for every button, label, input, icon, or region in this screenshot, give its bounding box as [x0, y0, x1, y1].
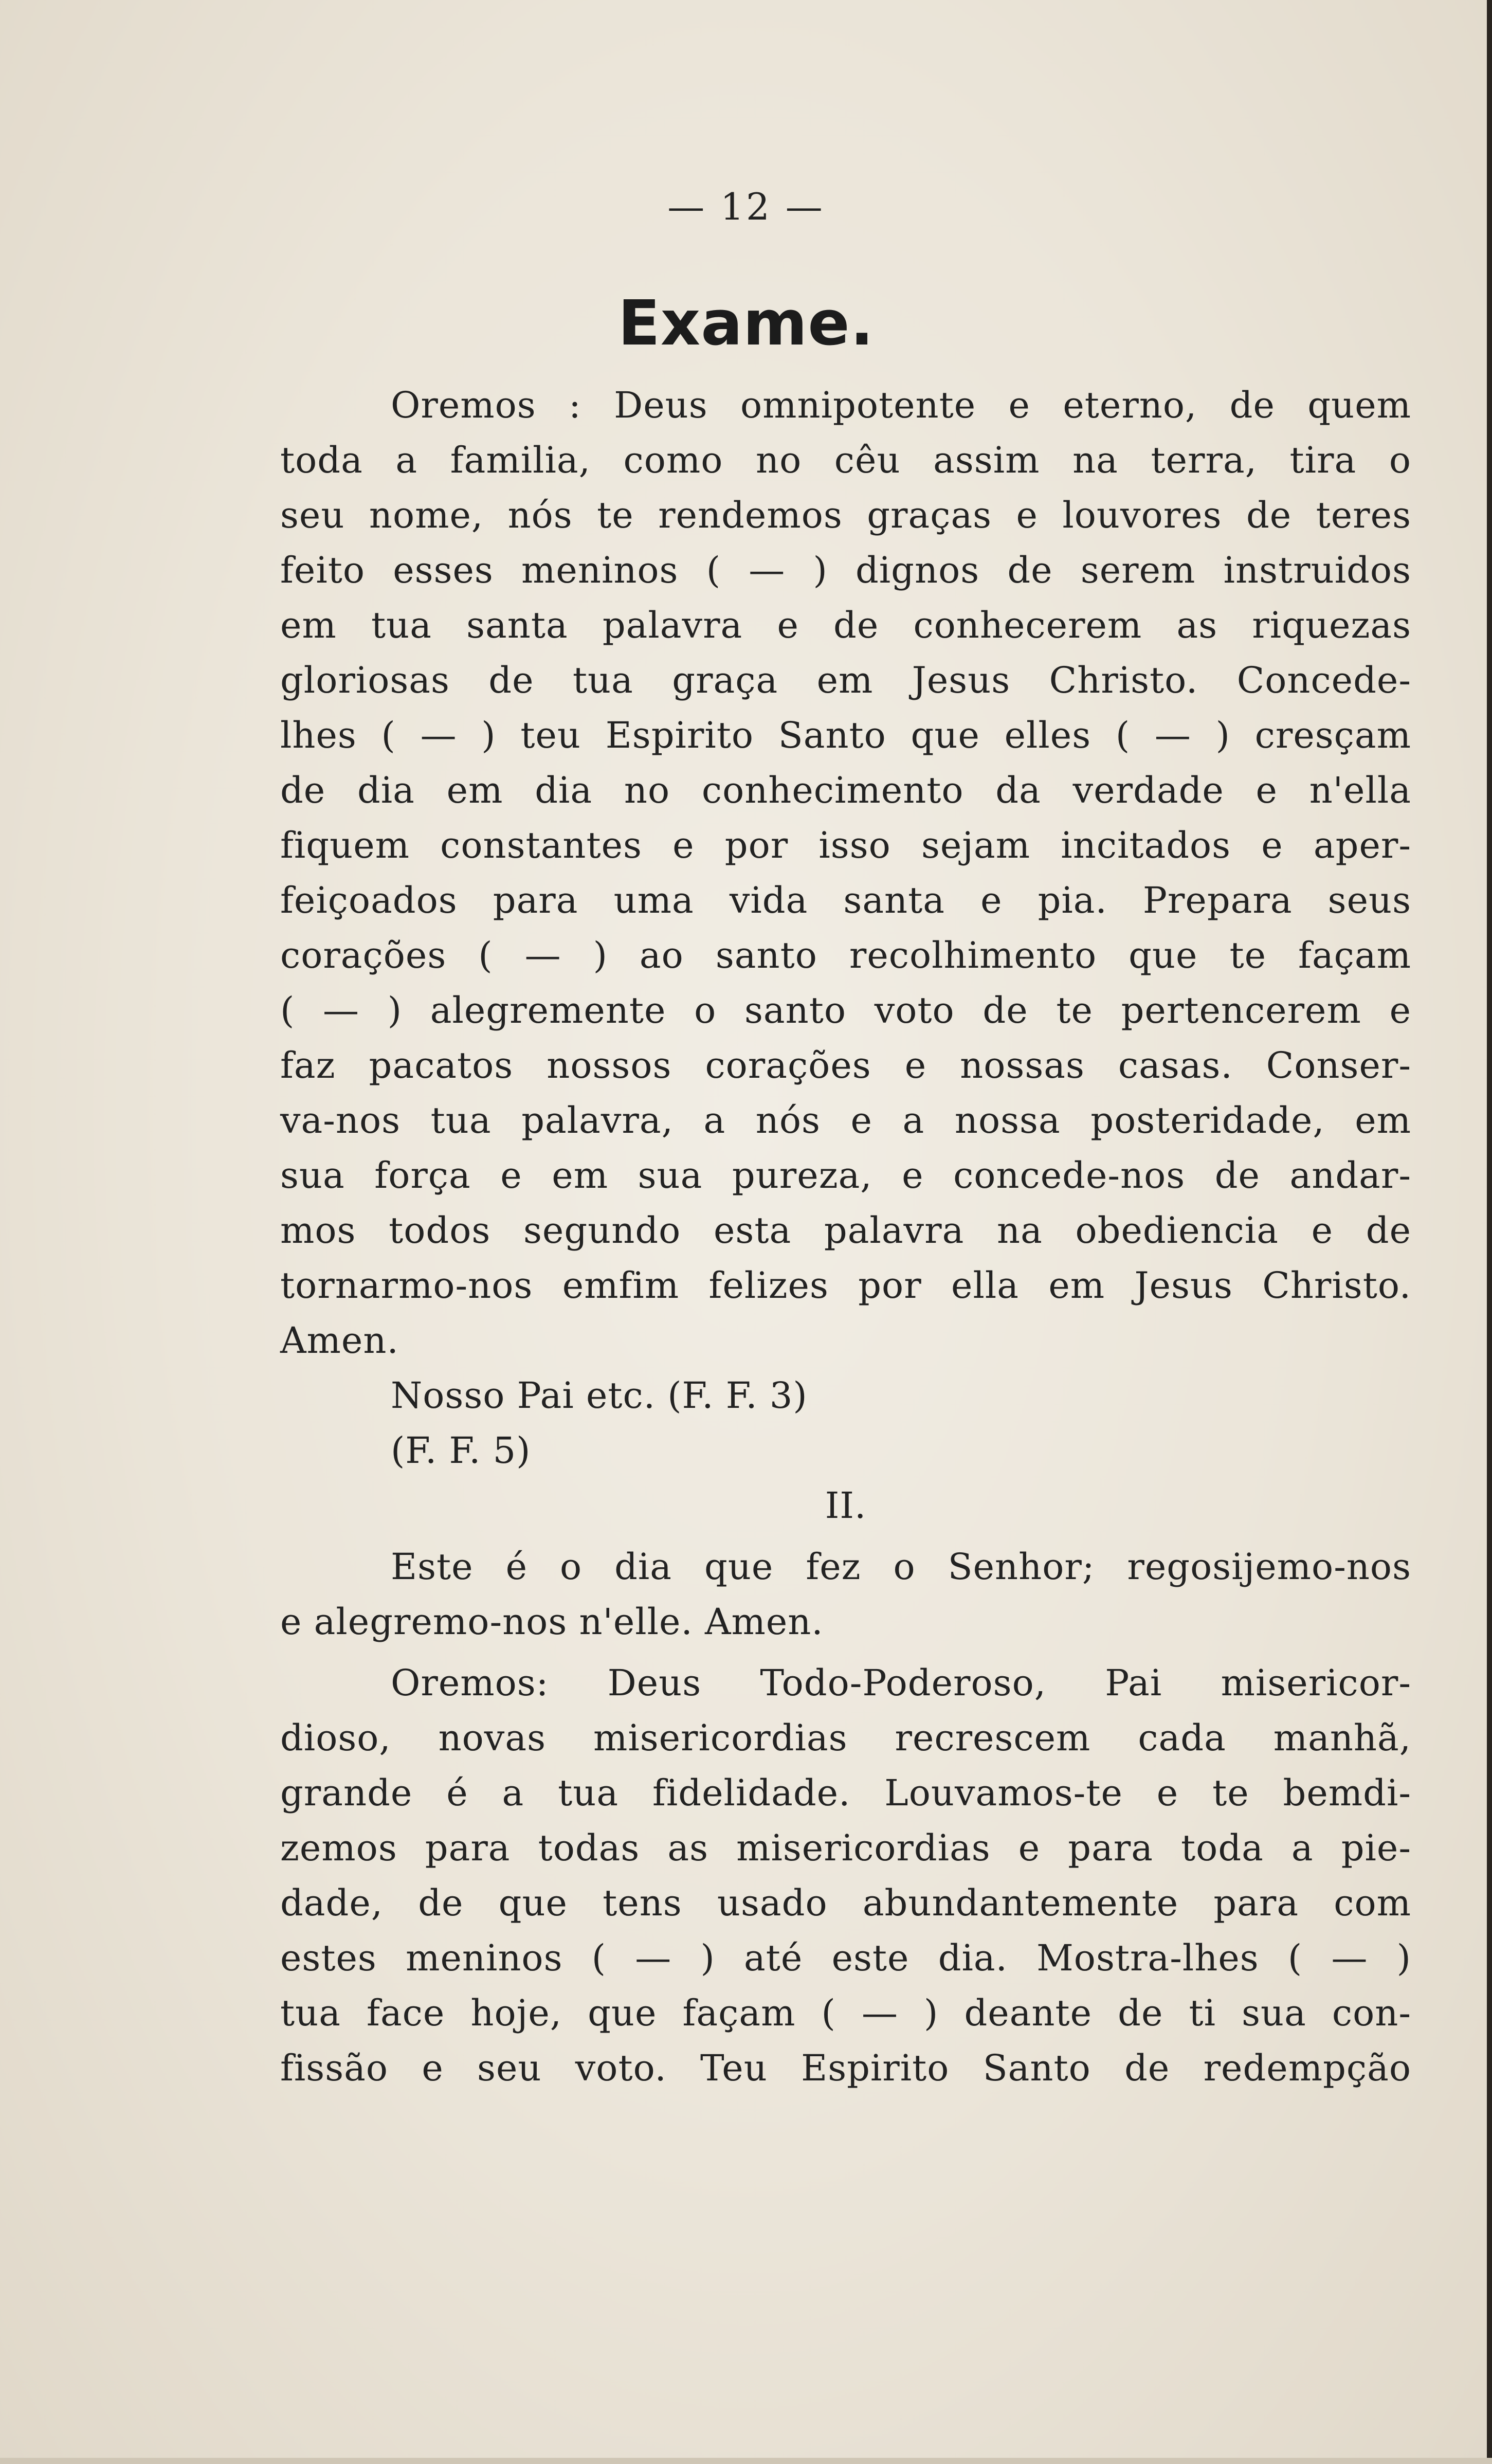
text-line: va-nos tua palavra, a nós e a nossa posteridade, em: [280, 1099, 1411, 1142]
text-line: e alegremo-nos n'elle. Amen.: [280, 1601, 824, 1643]
text-line: estes meninos ( — ) até este dia. Mostra-lhes ( — ): [280, 1937, 1411, 1979]
text-line: faz pacatos nossos corações e nossas casas. Conser-: [280, 1044, 1411, 1086]
text-line: tornarmo-nos emfim felizes por ella em Jesus Christo.: [280, 1264, 1411, 1307]
text-line: ( — ) alegremente o santo voto de te pertencerem e: [280, 989, 1411, 1031]
text-line: em tua santa palavra e de conhecerem as riquezas: [280, 604, 1411, 646]
text-line: feito esses meninos ( — ) dignos de serem instruidos: [280, 549, 1411, 591]
text-line: Este é o dia que fez o Senhor; regosijemo-nos: [391, 1546, 1411, 1588]
page-number: — 12 —: [667, 185, 825, 228]
text-line: mos todos segundo esta palavra na obediencia e de: [280, 1209, 1411, 1252]
text-line: corações ( — ) ao santo recolhimento que te façam: [280, 934, 1411, 976]
text-line: fiquem constantes e por isso sejam incitados e aper-: [280, 824, 1411, 866]
text-line: lhes ( — ) teu Espirito Santo que elles ( — ) cresçam: [280, 714, 1411, 756]
text-line: zemos para todas as misericordias e para toda a pie-: [280, 1827, 1411, 1869]
text-line: de dia em dia no conhecimento da verdade e n'ella: [280, 769, 1411, 811]
prayer-reference: (F. F. 5): [391, 1429, 531, 1472]
text-line: grande é a tua fidelidade. Louvamos-te e te bemdi-: [280, 1772, 1411, 1814]
text-line: dioso, novas misericordias recrescem cada manhã,: [280, 1717, 1411, 1759]
scan-edge: [0, 2458, 1492, 2464]
prayer-reference: Nosso Pai etc. (F. F. 3): [391, 1374, 808, 1417]
text-line: Amen.: [280, 1319, 399, 1362]
text-line: sua força e em sua pureza, e concede-nos de andar-: [280, 1154, 1411, 1197]
text-line: seu nome, nós te rendemos graças e louvores de teres: [280, 494, 1411, 536]
text-line: fissão e seu voto. Teu Espirito Santo de redempção: [280, 2047, 1411, 2089]
text-line: dade, de que tens usado abundantemente para com: [280, 1882, 1411, 1924]
text-line: Oremos : Deus omnipotente e eterno, de quem: [391, 384, 1411, 426]
text-line: Oremos: Deus Todo-Poderoso, Pai misericor-: [391, 1662, 1411, 1704]
scan-edge: [1487, 0, 1492, 2464]
text-line: tua face hoje, que façam ( — ) deante de ti sua con-: [280, 1992, 1411, 2034]
section-number: II.: [825, 1484, 867, 1527]
text-line: feiçoados para uma vida santa e pia. Prepara seus: [280, 879, 1411, 921]
page-body: [280, 378, 1411, 2096]
section-title: Exame.: [617, 288, 875, 359]
text-line: toda a familia, como no cêu assim na terra, tira o: [280, 439, 1411, 481]
text-line: gloriosas de tua graça em Jesus Christo. Concede-: [280, 659, 1411, 701]
